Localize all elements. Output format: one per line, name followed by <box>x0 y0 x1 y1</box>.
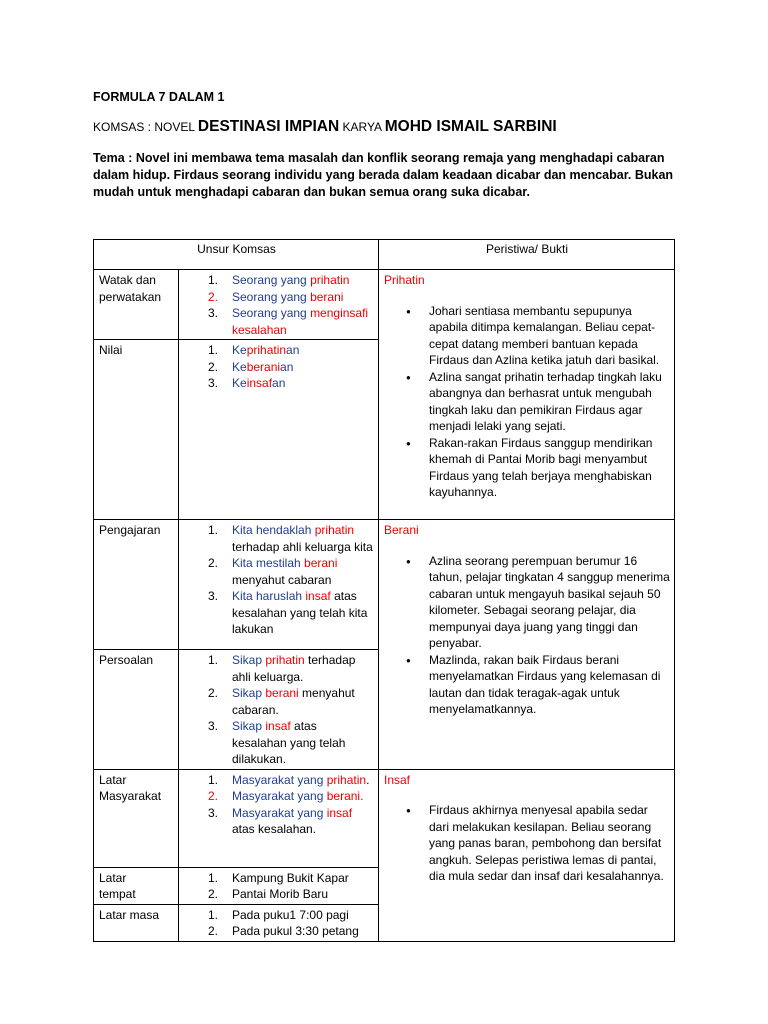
label-pengajaran: Pengajaran <box>94 520 179 650</box>
latar-masyarakat-list <box>179 769 379 867</box>
label-watak <box>94 270 179 340</box>
prihatin-cell <box>379 270 675 520</box>
header-unsur-komsas: Unsur Komsas <box>94 240 379 270</box>
list-item <box>184 685 374 718</box>
item-text: Kita mestilah <box>232 556 305 570</box>
item-keyword: prihatin <box>265 653 305 667</box>
label-nilai: Nilai <box>94 340 179 520</box>
list-number: 1. <box>208 653 219 667</box>
list-number: 1. <box>208 523 219 537</box>
item-text: Ke <box>232 376 247 390</box>
list-number: 1. <box>208 772 219 787</box>
list-item <box>184 342 374 359</box>
item-text: Sikap <box>232 719 266 733</box>
list-item <box>184 522 374 555</box>
list-item <box>184 788 374 805</box>
item-text: Masyarakat yang <box>232 805 327 820</box>
list-number: 3. <box>208 306 219 320</box>
item-keyword: berani <box>246 359 281 374</box>
karya-label: KARYA <box>339 120 385 134</box>
list-item <box>184 375 374 392</box>
list-item <box>184 886 374 903</box>
item-text: Ke <box>232 343 247 357</box>
list-item <box>184 870 374 887</box>
label-text: tempat <box>99 887 136 901</box>
item-text: Masyarakat yang <box>232 772 327 787</box>
item-text: Seorang yang <box>232 289 311 304</box>
item-text: Kita hendaklah <box>232 523 315 537</box>
item-keyword: insaf <box>305 589 331 603</box>
bullet-item: ● Rakan-rakan Firdaus sanggup mendirikan khemah di Pantai Morib bagi menyambut Firdaus yang telah berjaya menghabiskan kayuhannya. <box>384 435 670 501</box>
insaf-cell <box>379 769 675 941</box>
item-text: atas kesalahan. <box>232 822 317 836</box>
item-text: Pantai Morib Baru <box>232 887 329 901</box>
item-text: Seorang yang <box>232 306 311 320</box>
item-keyword: insaf <box>265 719 291 733</box>
item-text: Sikap <box>232 686 266 700</box>
item-keyword: berani <box>310 289 344 304</box>
item-keyword: prihatin <box>326 772 367 787</box>
item-text: Pada pukul 3:30 petang <box>232 924 359 938</box>
table-row <box>94 270 675 340</box>
section-heading-berani: Berani <box>384 523 419 537</box>
bullet-item: ● Azlina seorang perempuan berumur 16 tahun, pelajar tingkatan 4 sanggup menerima cabaran untuk mengayuh basikal sejauh 50 kilometer. Sebagai seorang pelajar, dia mempunyai daya juang yang tinggi dan penyabar. <box>384 553 670 652</box>
label-latar-masa: Latar masa <box>94 904 179 941</box>
item-text: Masyarakat yang <box>232 789 327 803</box>
header-peristiwa-bukti: Peristiwa/ Bukti <box>379 240 675 270</box>
list-item <box>184 289 374 306</box>
list-item <box>184 907 374 924</box>
pengajaran-list <box>179 520 379 650</box>
list-number: 2. <box>208 556 219 570</box>
item-text: an <box>272 376 286 390</box>
list-number: 2. <box>208 789 219 803</box>
bullet-item: ● Firdaus akhirnya menyesal apabila sedar dari melakukan kesilapan. Beliau seorang yang panas baran, pembohong dan bersifat angkuh. Selepas peristiwa lemas di pantai, dia mula sedar dan insaf dari kesalahannya. <box>384 802 670 885</box>
item-keyword: berani <box>304 556 338 570</box>
list-item <box>184 652 374 685</box>
author-name: MOHD ISMAIL SARBINI <box>384 118 557 135</box>
item-text: atas kesalahan yang telah kita lakukan <box>232 589 368 636</box>
item-keyword: prihatin <box>314 523 355 537</box>
item-keyword: berani <box>265 686 299 700</box>
item-text: Ke <box>232 359 247 374</box>
list-number: 2. <box>208 289 219 304</box>
list-number: 1. <box>208 870 219 885</box>
item-text: Seorang yang <box>232 273 311 287</box>
list-item <box>184 923 374 940</box>
list-item <box>184 305 374 338</box>
item-text: Kita haruslah <box>232 589 306 603</box>
berani-cell <box>379 520 675 770</box>
nilai-list <box>179 340 379 520</box>
label-latar-tempat <box>94 867 179 904</box>
label-text: Masyarakat <box>99 789 162 803</box>
section-heading-insaf: Insaf <box>384 772 411 787</box>
label-text: perwatakan <box>99 289 162 304</box>
komsas-table <box>93 239 675 942</box>
item-text: Kampung Bukit Kapar <box>232 870 349 885</box>
list-item <box>184 555 374 588</box>
list-number: 1. <box>208 273 219 287</box>
table-header-row <box>94 240 675 270</box>
label-text: Watak dan <box>99 273 156 287</box>
tema-paragraph: Tema : Novel ini membawa tema masalah dan konflik seorang remaja yang menghadapi cabaran dalam hidup. Firdaus seorang individu yang berada dalam keadaan dicabar dan mencabar. Bukan mudah untuk menghadapi cabaran dan bukan semua orang suka dicabar. <box>93 151 674 199</box>
list-number: 3. <box>208 376 219 390</box>
table-row <box>94 520 675 650</box>
persoalan-list <box>179 650 379 770</box>
item-keyword: insaf <box>246 376 273 390</box>
list-item <box>184 272 374 289</box>
list-number: 3. <box>208 719 219 733</box>
list-number: 3. <box>208 805 219 820</box>
novel-title: DESTINASI IMPIAN <box>197 118 340 135</box>
komsas-line <box>93 118 557 136</box>
item-keyword: berani. <box>326 789 364 803</box>
item-text: menyahut cabaran <box>232 572 332 587</box>
list-item <box>184 588 374 638</box>
item-text: terhadap ahli keluarga. <box>232 653 356 684</box>
watak-list <box>179 270 379 340</box>
item-text: an <box>286 343 300 357</box>
bullet-item: ● Mazlinda, rakan baik Firdaus berani menyelamatkan Firdaus yang kelemasan di lautan dan tidak teragak-agak untuk menyelamatkannya. <box>384 652 670 718</box>
item-keyword: prihatin <box>246 343 287 357</box>
item-text: Pada puku1 7:00 pagi <box>232 907 349 922</box>
item-keyword: insaf <box>326 805 353 820</box>
item-keyword: prihatin <box>310 273 350 287</box>
list-item <box>184 359 374 376</box>
label-text: Latar <box>99 870 127 885</box>
latar-masa-list <box>179 904 379 941</box>
item-text: atas kesalahan yang telah dilakukan. <box>232 719 346 766</box>
item-text: . <box>366 772 370 787</box>
list-number: 2. <box>208 686 219 700</box>
list-item <box>184 718 374 768</box>
section-heading-prihatin: Prihatin <box>384 273 425 287</box>
label-persoalan: Persoalan <box>94 650 179 770</box>
item-text: terhadap ahli keluarga kita <box>232 539 373 554</box>
list-number: 2. <box>208 924 219 938</box>
item-text: menyahut cabaran. <box>232 686 355 717</box>
item-keyword: menginsafi kesalahan <box>232 306 369 337</box>
list-number: 2. <box>208 359 219 374</box>
list-number: 1. <box>208 343 219 357</box>
item-text: an <box>280 359 294 374</box>
list-item <box>184 772 374 789</box>
list-number: 2. <box>208 887 219 901</box>
bullet-item: ● Johari sentiasa membantu sepupunya apabila ditimpa kemalangan. Beliau cepat-cepat datang memberi bantuan kepada Firdaus dan Azlina ketika jatuh dari basikal. <box>384 303 670 369</box>
latar-tempat-list <box>179 867 379 904</box>
komsas-label: KOMSAS : NOVEL <box>93 120 198 134</box>
page-title: FORMULA 7 DALAM 1 <box>93 90 225 104</box>
list-item <box>184 805 374 838</box>
table-row <box>94 769 675 867</box>
list-number: 1. <box>208 907 219 922</box>
list-number: 3. <box>208 589 219 603</box>
label-latar-masyarakat <box>94 769 179 867</box>
bullet-item: ● Azlina sangat prihatin terhadap tingkah laku abangnya dan berhasrat untuk mengubah tingkah laku dan pemikiran Firdaus agar menjadi lelaki yang sejati. <box>384 369 670 435</box>
item-text: Sikap <box>232 653 266 667</box>
label-text: Latar <box>99 772 127 787</box>
